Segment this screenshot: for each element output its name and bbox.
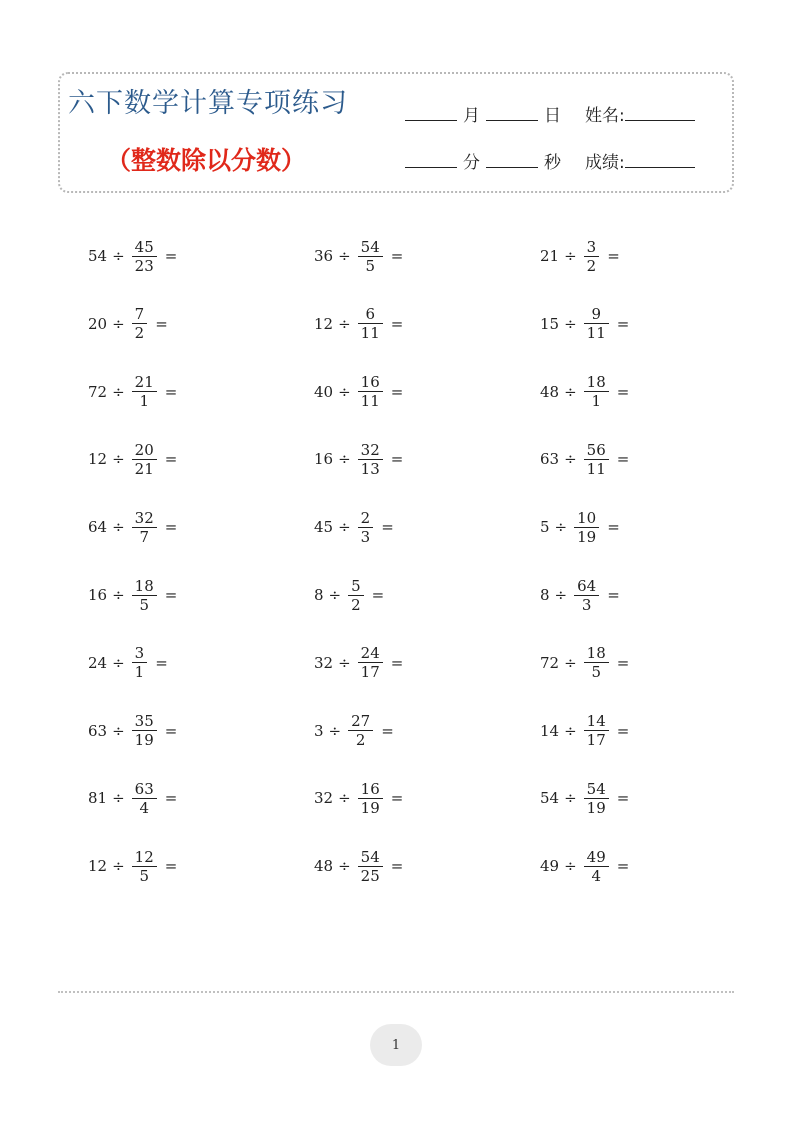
numerator: 64 — [577, 576, 597, 595]
problem-item — [88, 231, 177, 281]
fraction — [132, 848, 157, 885]
problem-item — [88, 299, 168, 349]
month-label: 月 — [463, 106, 480, 126]
dividend: 63 — [540, 450, 560, 469]
problem-item — [540, 773, 629, 823]
fraction — [584, 238, 600, 275]
equals-sign: = — [390, 247, 404, 265]
fraction — [348, 712, 373, 749]
denominator: 19 — [586, 798, 606, 817]
problem-item — [314, 773, 403, 823]
denominator: 11 — [360, 324, 380, 343]
problem-item — [540, 570, 620, 620]
divide-sign: ÷ — [112, 857, 125, 876]
worksheet-subtitle: （整数除以分数） — [106, 146, 307, 175]
denominator: 11 — [360, 392, 380, 411]
divide-sign: ÷ — [112, 450, 125, 469]
numerator: 14 — [586, 712, 606, 731]
divide-sign: ÷ — [564, 789, 577, 808]
equals-sign: = — [607, 586, 620, 604]
fraction — [584, 712, 609, 749]
numerator: 56 — [586, 440, 606, 459]
denominator: 3 — [581, 595, 592, 614]
fraction — [358, 644, 383, 681]
divide-sign: ÷ — [338, 653, 351, 672]
equals-sign: = — [164, 721, 178, 740]
numerator: 16 — [360, 373, 380, 392]
equals-sign: = — [616, 314, 630, 333]
footer-divider — [58, 991, 734, 993]
divide-sign: ÷ — [554, 586, 568, 604]
divide-sign: ÷ — [338, 382, 351, 401]
denominator: 11 — [586, 324, 606, 343]
name-blank[interactable] — [625, 106, 695, 121]
divide-sign: ÷ — [112, 721, 125, 740]
numerator: 32 — [360, 440, 380, 459]
equals-sign: = — [616, 450, 630, 469]
dividend: 12 — [314, 314, 334, 333]
denominator: 13 — [360, 459, 380, 478]
problem-item — [540, 638, 629, 688]
fraction — [132, 780, 157, 817]
divide-sign: ÷ — [328, 586, 342, 604]
denominator: 5 — [591, 663, 601, 682]
equals-sign: = — [371, 586, 385, 604]
equals-sign: = — [164, 518, 178, 537]
numerator: 12 — [134, 847, 154, 866]
equals-sign: = — [390, 450, 404, 469]
problem-item — [88, 434, 177, 484]
equals-sign: = — [616, 721, 630, 740]
dividend: 8 — [314, 586, 324, 604]
numerator: 54 — [360, 847, 380, 866]
divide-sign: ÷ — [564, 450, 577, 469]
numerator: 24 — [360, 644, 380, 663]
minute-label: 分 — [463, 153, 480, 173]
dividend: 15 — [540, 314, 560, 333]
second-label: 秒 — [544, 153, 561, 173]
fraction — [584, 644, 609, 681]
denominator: 19 — [577, 527, 597, 546]
problem-item — [88, 773, 177, 823]
numerator: 18 — [134, 576, 154, 595]
equals-sign: = — [164, 586, 178, 604]
denominator: 1 — [139, 392, 149, 411]
problem-item — [314, 231, 403, 281]
day-blank[interactable] — [486, 106, 538, 121]
dividend: 72 — [540, 653, 560, 672]
divide-sign: ÷ — [338, 857, 351, 876]
problem-item — [314, 841, 403, 891]
numerator: 7 — [134, 305, 145, 324]
dividend: 32 — [314, 653, 334, 672]
dividend: 12 — [88, 857, 108, 876]
divide-sign: ÷ — [338, 314, 351, 333]
problem-item — [88, 706, 177, 756]
numerator: 3 — [586, 237, 597, 256]
fraction — [358, 848, 383, 885]
divide-sign: ÷ — [554, 518, 568, 537]
denominator: 2 — [355, 731, 366, 750]
fraction — [132, 373, 157, 410]
fraction — [358, 305, 383, 342]
fraction — [584, 305, 609, 342]
equals-sign: = — [164, 450, 178, 469]
equals-sign: = — [390, 789, 404, 808]
denominator: 1 — [591, 392, 601, 411]
day-label: 日 — [544, 106, 561, 126]
divide-sign: ÷ — [338, 247, 351, 265]
equals-sign: = — [381, 518, 394, 537]
date-name-row — [405, 101, 695, 126]
dividend: 81 — [88, 789, 108, 808]
problem-item — [314, 706, 394, 756]
divide-sign: ÷ — [112, 382, 125, 401]
numerator: 2 — [360, 508, 371, 527]
fraction — [358, 441, 383, 478]
problem-item — [88, 502, 177, 552]
divide-sign: ÷ — [328, 721, 342, 740]
problem-item — [540, 299, 629, 349]
equals-sign: = — [390, 653, 404, 672]
equals-sign: = — [616, 857, 630, 876]
numerator: 27 — [351, 712, 371, 731]
month-blank[interactable] — [405, 106, 457, 121]
minute-blank[interactable] — [405, 153, 457, 168]
denominator: 5 — [365, 256, 375, 275]
denominator: 25 — [360, 866, 380, 885]
fraction — [132, 712, 157, 749]
equals-sign: = — [381, 721, 394, 740]
denominator: 5 — [139, 595, 149, 614]
divide-sign: ÷ — [564, 857, 577, 876]
divide-sign: ÷ — [338, 450, 351, 469]
denominator: 3 — [360, 527, 371, 546]
problem-item — [314, 299, 403, 349]
fraction — [348, 577, 364, 614]
dividend: 32 — [314, 789, 334, 808]
dividend: 20 — [88, 314, 108, 333]
fraction — [584, 780, 609, 817]
fraction — [358, 780, 383, 817]
score-label: 成绩: — [585, 153, 625, 173]
dividend: 54 — [88, 247, 108, 265]
problem-item — [314, 434, 403, 484]
numerator: 54 — [586, 779, 606, 798]
fraction — [584, 441, 609, 478]
fraction — [358, 509, 374, 546]
denominator: 23 — [134, 256, 154, 275]
problem-item — [540, 706, 629, 756]
numerator: 49 — [586, 847, 606, 866]
equals-sign: = — [155, 653, 168, 672]
dividend: 54 — [540, 789, 560, 808]
problem-item — [540, 231, 620, 281]
dividend: 49 — [540, 857, 560, 876]
numerator: 5 — [351, 576, 361, 595]
problem-item — [88, 367, 177, 417]
numerator: 54 — [360, 237, 380, 256]
numerator: 35 — [134, 712, 154, 731]
fraction — [132, 644, 148, 681]
dividend: 14 — [540, 721, 560, 740]
fraction — [358, 238, 383, 275]
numerator: 6 — [365, 305, 375, 324]
divide-sign: ÷ — [564, 653, 577, 672]
numerator: 18 — [586, 373, 606, 392]
divide-sign: ÷ — [112, 789, 125, 808]
dividend: 12 — [88, 450, 108, 469]
dividend: 16 — [88, 586, 108, 604]
equals-sign: = — [616, 382, 630, 401]
denominator: 19 — [360, 798, 380, 817]
denominator: 17 — [586, 731, 606, 750]
divide-sign: ÷ — [564, 314, 577, 333]
divide-sign: ÷ — [338, 518, 351, 537]
fraction — [132, 305, 148, 342]
problem-item — [540, 841, 629, 891]
denominator: 2 — [586, 256, 597, 275]
page-number: 1 — [370, 1024, 422, 1066]
worksheet-title: 六下数学计算专项练习 — [68, 88, 348, 119]
problem-item — [314, 638, 403, 688]
denominator: 17 — [360, 663, 380, 682]
fraction — [132, 238, 157, 275]
fraction — [132, 577, 157, 614]
equals-sign: = — [164, 382, 178, 401]
dividend: 64 — [88, 518, 108, 537]
equals-sign: = — [390, 857, 404, 876]
denominator: 4 — [139, 798, 149, 817]
dividend: 48 — [314, 857, 334, 876]
equals-sign: = — [616, 789, 630, 808]
problem-item — [314, 367, 403, 417]
numerator: 20 — [134, 440, 154, 459]
fraction — [132, 441, 157, 478]
denominator: 11 — [586, 459, 606, 478]
dividend: 36 — [314, 247, 334, 265]
divide-sign: ÷ — [564, 247, 577, 265]
dividend: 40 — [314, 382, 334, 401]
name-label: 姓名: — [585, 106, 625, 126]
numerator: 9 — [591, 305, 601, 324]
numerator: 10 — [577, 508, 597, 527]
dividend: 72 — [88, 382, 108, 401]
denominator: 21 — [134, 459, 154, 478]
dividend: 63 — [88, 721, 108, 740]
problem-item — [540, 502, 620, 552]
problem-item — [88, 570, 177, 620]
dividend: 8 — [540, 586, 550, 604]
dividend: 3 — [314, 721, 324, 740]
fraction — [574, 577, 599, 614]
fraction — [584, 373, 609, 410]
fraction — [358, 373, 383, 410]
problem-item — [314, 570, 384, 620]
divide-sign: ÷ — [112, 586, 125, 604]
divide-sign: ÷ — [112, 247, 125, 265]
denominator: 4 — [591, 866, 601, 885]
dividend: 45 — [314, 518, 334, 537]
problem-item — [88, 841, 177, 891]
dividend: 48 — [540, 382, 560, 401]
numerator: 21 — [134, 373, 154, 392]
equals-sign: = — [390, 314, 404, 333]
fraction — [132, 509, 157, 546]
denominator: 2 — [134, 324, 145, 343]
divide-sign: ÷ — [564, 382, 577, 401]
denominator: 7 — [139, 527, 149, 546]
equals-sign: = — [390, 382, 404, 401]
problem-item — [314, 502, 394, 552]
divide-sign: ÷ — [112, 314, 125, 333]
equals-sign: = — [164, 857, 178, 876]
problem-item — [540, 367, 629, 417]
problem-item — [88, 638, 168, 688]
dividend: 5 — [540, 518, 550, 537]
dividend: 21 — [540, 247, 560, 265]
equals-sign: = — [607, 518, 620, 537]
equals-sign: = — [616, 653, 630, 672]
numerator: 16 — [360, 779, 380, 798]
problem-item — [540, 434, 629, 484]
time-score-row — [405, 148, 695, 173]
score-blank[interactable] — [625, 153, 695, 168]
dividend: 24 — [88, 653, 108, 672]
second-blank[interactable] — [486, 153, 538, 168]
equals-sign: = — [164, 247, 178, 265]
denominator: 1 — [134, 663, 145, 682]
equals-sign: = — [155, 314, 168, 333]
numerator: 18 — [586, 644, 606, 663]
numerator: 32 — [134, 508, 154, 527]
numerator: 63 — [134, 779, 154, 798]
numerator: 45 — [134, 237, 154, 256]
denominator: 19 — [134, 731, 154, 750]
fraction — [574, 509, 599, 546]
denominator: 5 — [139, 866, 149, 885]
dividend: 16 — [314, 450, 334, 469]
denominator: 2 — [351, 595, 361, 614]
divide-sign: ÷ — [564, 721, 577, 740]
equals-sign: = — [164, 789, 178, 808]
divide-sign: ÷ — [112, 653, 125, 672]
numerator: 3 — [134, 644, 145, 663]
equals-sign: = — [607, 247, 620, 265]
divide-sign: ÷ — [338, 789, 351, 808]
divide-sign: ÷ — [112, 518, 125, 537]
fraction — [584, 848, 609, 885]
